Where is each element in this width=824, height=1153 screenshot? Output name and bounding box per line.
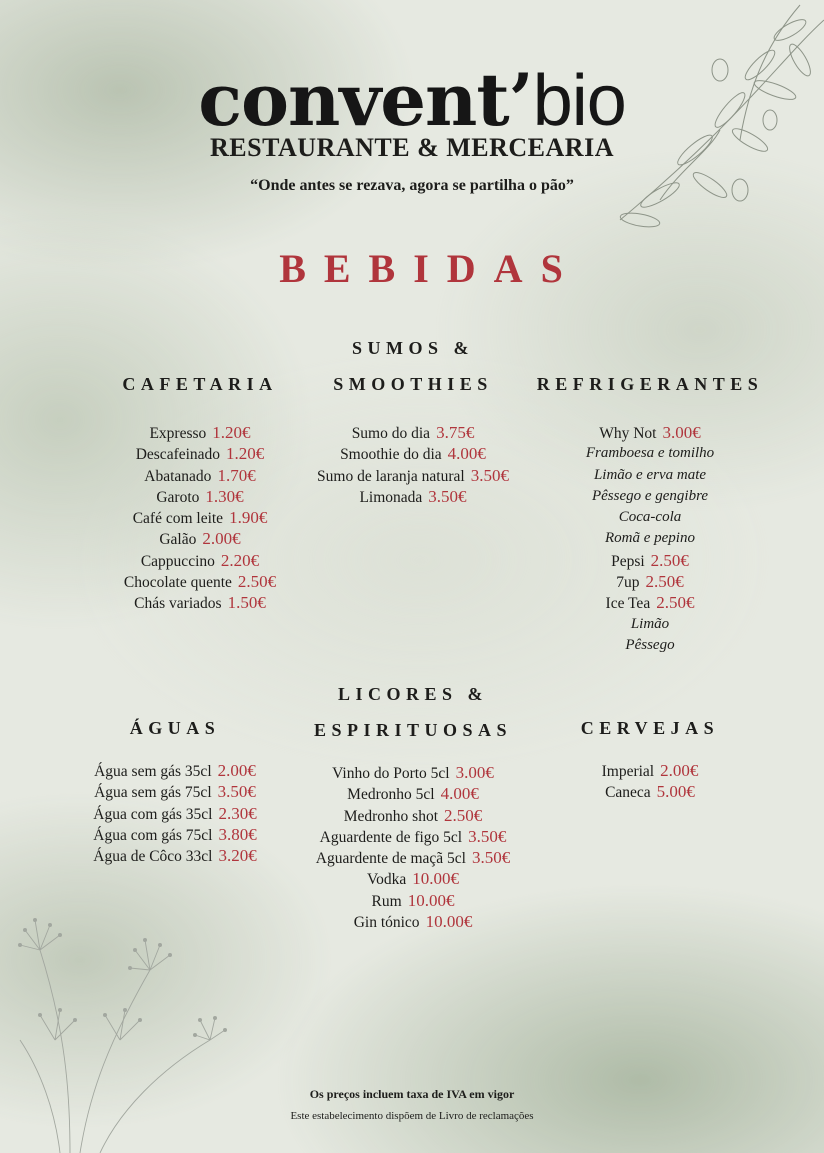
subtitle: RESTAURANTE & MERCEARIA bbox=[210, 133, 614, 162]
item-price: 4.00€ bbox=[440, 784, 479, 804]
item-name: Água com gás 75cl bbox=[93, 826, 213, 844]
item-price: 10.00€ bbox=[407, 890, 455, 910]
item-name: Imperial bbox=[601, 763, 655, 780]
licores-title-line1: LICORES & bbox=[337, 684, 489, 704]
item-price: 3.50€ bbox=[471, 848, 511, 868]
menu-item bbox=[283, 868, 543, 889]
menu-item bbox=[43, 760, 307, 781]
item-price: 4.00€ bbox=[447, 444, 486, 464]
item-name: Pêssego bbox=[625, 636, 675, 653]
item-name: Coca-cola bbox=[618, 509, 682, 526]
menu-item bbox=[518, 635, 782, 656]
item-name: Vodka bbox=[366, 871, 407, 889]
item-price: 3.00€ bbox=[455, 763, 494, 782]
menu-item bbox=[43, 803, 307, 824]
item-price: 2.50€ bbox=[656, 593, 695, 613]
item-price: 1.70€ bbox=[217, 465, 256, 485]
menu-item bbox=[283, 805, 543, 826]
item-name: Rum bbox=[371, 892, 402, 910]
item-name: Limonada bbox=[359, 488, 423, 506]
logo bbox=[0, 57, 824, 142]
item-price: 1.90€ bbox=[229, 508, 268, 528]
item-name: Caneca bbox=[605, 784, 651, 802]
item-price: 3.20€ bbox=[218, 846, 257, 866]
item-price: 3.50€ bbox=[468, 826, 507, 846]
sumos-title-line1: SUMOS & bbox=[351, 338, 474, 358]
item-price: 2.50€ bbox=[650, 550, 689, 570]
item-name: Água sem gás 75cl bbox=[94, 784, 212, 802]
item-name: Aguardente de figo 5cl bbox=[319, 828, 463, 846]
cervejas-list bbox=[532, 760, 768, 803]
menu-item bbox=[43, 781, 307, 802]
item-name: Água de Côco 33cl bbox=[93, 848, 213, 866]
menu-item bbox=[532, 760, 768, 781]
item-name: Aguardente de maçã 5cl bbox=[315, 850, 466, 868]
item-name: Café com leite bbox=[132, 510, 224, 528]
menu-item bbox=[283, 762, 543, 783]
item-name: Descafeinado bbox=[135, 446, 221, 464]
item-name: Expresso bbox=[149, 425, 207, 442]
menu-item bbox=[518, 465, 782, 486]
cervejas-title: CERVEJAS bbox=[580, 718, 720, 738]
licores-section bbox=[283, 676, 543, 932]
licores-title-line2: ESPIRITUOSAS bbox=[313, 720, 513, 740]
item-name: Chocolate quente bbox=[123, 574, 232, 592]
item-name: Chás variados bbox=[134, 595, 222, 613]
item-price: 3.80€ bbox=[218, 824, 257, 844]
item-name: Framboesa e tomilho bbox=[585, 445, 715, 462]
item-name: Smoothie do dia bbox=[340, 446, 442, 464]
menu-item bbox=[518, 486, 782, 507]
item-name: Pepsi bbox=[611, 552, 645, 570]
menu-item bbox=[283, 443, 543, 464]
menu-item bbox=[70, 550, 330, 571]
item-name: Ice Tea bbox=[605, 595, 651, 613]
menu-item bbox=[283, 422, 543, 443]
item-price: 2.00€ bbox=[660, 761, 699, 780]
menu-item bbox=[43, 845, 307, 866]
item-name: Romã e pepino bbox=[605, 530, 695, 547]
menu-item bbox=[283, 465, 543, 486]
refrigerantes-section bbox=[518, 366, 782, 656]
item-price: 2.00€ bbox=[217, 761, 256, 780]
item-name: Medronho 5cl bbox=[347, 786, 435, 804]
item-price: 3.75€ bbox=[436, 423, 475, 442]
item-name: Medronho shot bbox=[343, 807, 439, 825]
refrigerantes-title: REFRIGERANTES bbox=[536, 374, 764, 394]
item-name: Água com gás 35cl bbox=[93, 805, 213, 823]
logo-part2: bio bbox=[532, 61, 626, 141]
item-price: 2.20€ bbox=[220, 550, 260, 570]
item-price: 3.50€ bbox=[217, 782, 256, 802]
menu-item bbox=[283, 783, 543, 804]
menu-item bbox=[70, 507, 330, 528]
item-price: 2.30€ bbox=[218, 803, 257, 823]
item-name: Abatanado bbox=[144, 467, 212, 485]
menu-item bbox=[283, 486, 543, 507]
item-price: 3.50€ bbox=[470, 465, 509, 485]
item-name: Água sem gás 35cl bbox=[94, 763, 212, 780]
menu-item bbox=[518, 422, 782, 443]
complaints-notice: Este estabelecimento dispõem de Livro de reclamações bbox=[290, 1110, 534, 1122]
cervejas-section bbox=[532, 710, 768, 803]
cafetaria-title: CAFETARIA bbox=[122, 374, 278, 394]
item-price: 1.20€ bbox=[212, 423, 251, 442]
item-price: 2.50€ bbox=[237, 572, 277, 592]
item-name: Cappuccino bbox=[140, 552, 215, 570]
menu-item bbox=[518, 528, 782, 549]
item-name: Limão bbox=[630, 615, 670, 632]
menu-item bbox=[518, 614, 782, 635]
menu-item bbox=[70, 571, 330, 592]
menu-item bbox=[283, 826, 543, 847]
sumos-title-line2: SMOOTHIES bbox=[333, 374, 493, 394]
aguas-section bbox=[43, 710, 307, 866]
item-price: 3.00€ bbox=[662, 423, 701, 442]
item-name: 7up bbox=[616, 574, 640, 592]
menu-item bbox=[518, 507, 782, 528]
item-price: 2.50€ bbox=[444, 805, 483, 825]
item-price: 5.00€ bbox=[656, 782, 695, 802]
page-title: BEBIDAS bbox=[279, 246, 581, 291]
item-price: 2.00€ bbox=[202, 529, 241, 549]
menu-item bbox=[283, 847, 543, 868]
menu-item bbox=[43, 824, 307, 845]
menu-item bbox=[518, 592, 782, 613]
item-name: Galão bbox=[159, 531, 197, 549]
vat-notice: Os preços incluem taxa de IVA em vigor bbox=[309, 1087, 515, 1101]
tagline: “Onde antes se rezava, agora se partilha o pão” bbox=[250, 177, 574, 194]
item-price: 10.00€ bbox=[412, 869, 460, 889]
menu-item bbox=[283, 890, 543, 911]
item-price: 3.50€ bbox=[428, 486, 467, 506]
menu-item bbox=[532, 781, 768, 802]
menu-item bbox=[70, 528, 330, 549]
item-name: Sumo de laranja natural bbox=[317, 467, 465, 485]
licores-list bbox=[283, 762, 543, 932]
item-price: 2.50€ bbox=[645, 572, 684, 592]
item-name: Limão e erva mate bbox=[593, 466, 707, 483]
item-name: Why Not bbox=[599, 425, 657, 442]
sumos-section bbox=[283, 330, 543, 507]
item-name: Gin tónico bbox=[353, 914, 420, 932]
item-name: Vinho do Porto 5cl bbox=[332, 765, 450, 782]
item-price: 1.20€ bbox=[226, 444, 265, 464]
item-price: 1.30€ bbox=[205, 486, 244, 506]
logo-part1: convent’ bbox=[198, 57, 533, 142]
refrigerantes-list bbox=[518, 422, 782, 656]
aguas-title: ÁGUAS bbox=[129, 718, 221, 738]
sumos-list bbox=[283, 422, 543, 507]
menu-item bbox=[283, 911, 543, 932]
aguas-list bbox=[43, 760, 307, 866]
menu-item bbox=[518, 550, 782, 571]
item-name: Sumo do dia bbox=[351, 425, 431, 442]
menu-item bbox=[518, 571, 782, 592]
item-name: Garoto bbox=[156, 488, 200, 506]
menu-item bbox=[70, 592, 330, 613]
menu-item bbox=[518, 443, 782, 464]
item-price: 1.50€ bbox=[227, 593, 266, 613]
item-name: Pêssego e gengibre bbox=[591, 487, 709, 504]
item-price: 10.00€ bbox=[425, 912, 473, 932]
